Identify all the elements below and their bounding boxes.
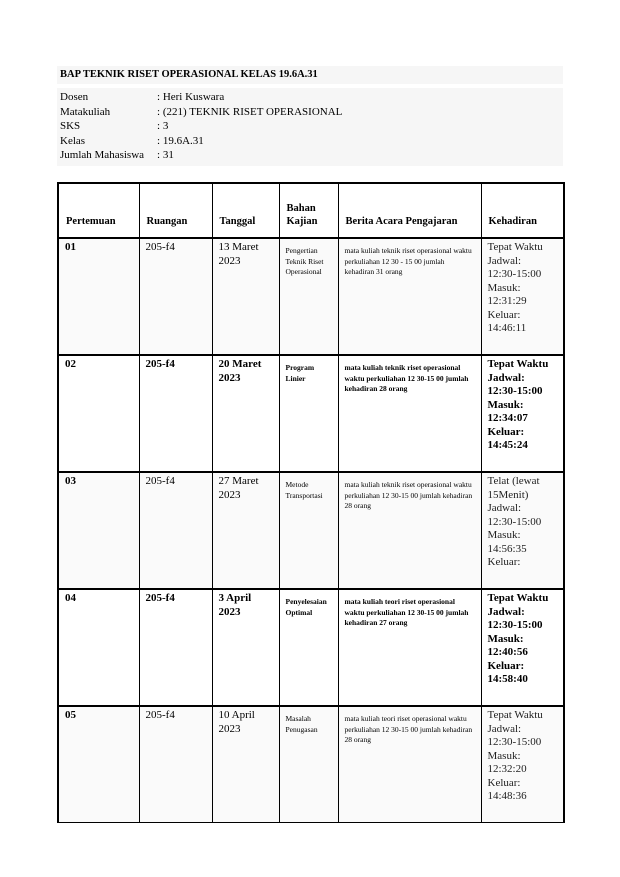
cell-pertemuan: 05 <box>58 706 139 823</box>
cell-kehadiran <box>481 238 564 355</box>
info-row-matakuliah <box>60 105 342 120</box>
jadwal-label: Jadwal: <box>487 371 525 384</box>
cell-tanggal: 20 Maret 2023 <box>212 355 279 472</box>
header-tanggal: Tanggal <box>212 183 279 238</box>
info-value: : (221) TEKNIK RISET OPERASIONAL <box>157 105 342 120</box>
masuk-label: Masuk: <box>487 632 524 645</box>
cell-ruangan: 205-f4 <box>139 238 212 355</box>
cell-pertemuan: 02 <box>58 355 139 472</box>
jadwal-label: Jadwal: <box>487 254 522 267</box>
cell-kehadiran <box>481 589 564 706</box>
cell-bahan-kajian: Penyelesaian Optimal <box>279 589 338 706</box>
cell-tanggal: 27 Maret 2023 <box>212 472 279 589</box>
cell-tanggal: 13 Maret 2023 <box>212 238 279 355</box>
course-info <box>60 90 342 163</box>
masuk-label: Masuk: <box>487 398 524 411</box>
info-label: Matakuliah <box>60 105 111 118</box>
attendance-status: Tepat Waktu <box>487 592 549 604</box>
cell-bahan-kajian: Pengertian Teknik Riset Operasional <box>279 238 338 355</box>
info-label: Kelas <box>60 134 86 147</box>
header-pertemuan: Pertemuan <box>58 183 139 238</box>
cell-ruangan: 205-f4 <box>139 355 212 472</box>
cell-ruangan: 205-f4 <box>139 706 212 823</box>
jadwal-label: Jadwal: <box>487 722 522 735</box>
cell-ruangan: 205-f4 <box>139 472 212 589</box>
jadwal-label: Jadwal: <box>487 502 522 514</box>
cell-berita-acara: mata kuliah teori riset operasional waktu perkuliahan 12 30-15 00 jumlah kehadiran 28 orang <box>338 706 481 823</box>
keluar-value: 14:48:36 <box>487 790 527 802</box>
cell-tanggal: 3 April 2023 <box>212 589 279 706</box>
keluar-label: Keluar: <box>487 308 521 321</box>
cell-ruangan: 205-f4 <box>139 589 212 706</box>
info-value: : Heri Kuswara <box>157 90 224 105</box>
jadwal-value: 12:30-15:00 <box>487 268 542 280</box>
cell-berita-acara: mata kuliah teknik riset operasional waktu perkuliahan 12 30-15 00 jumlah kehadiran 28 orang <box>338 355 481 472</box>
attendance-table <box>57 182 565 823</box>
table-header-row <box>58 183 564 238</box>
masuk-label: Masuk: <box>487 281 521 294</box>
keluar-value: 14:45:24 <box>487 439 528 451</box>
jadwal-value: 12:30-15:00 <box>487 619 543 631</box>
info-label: Dosen <box>60 91 89 103</box>
info-value: : 19.6A.31 <box>157 134 204 149</box>
keluar-value: 14:46:11 <box>487 322 527 334</box>
keluar-label: Keluar: <box>487 659 525 672</box>
header-kehadiran: Kehadiran <box>481 183 564 238</box>
cell-bahan-kajian: Masalah Penugasan <box>279 706 338 823</box>
cell-kehadiran <box>481 355 564 472</box>
info-value: : 3 <box>157 119 168 134</box>
masuk-value: 14:56:35 <box>487 542 527 555</box>
cell-pertemuan: 03 <box>58 472 139 589</box>
table-row <box>58 355 564 472</box>
cell-kehadiran <box>481 472 564 589</box>
header-bahan-kajian: Bahan Kajian <box>279 183 338 238</box>
attendance-status: Tepat Waktu <box>487 241 543 253</box>
keluar-label: Keluar: <box>487 425 525 438</box>
masuk-label: Masuk: <box>487 749 521 762</box>
attendance-status: Tepat Waktu <box>487 709 543 721</box>
table-row <box>58 589 564 706</box>
cell-bahan-kajian: Metode Transportasi <box>279 472 338 589</box>
cell-pertemuan: 04 <box>58 589 139 706</box>
cell-berita-acara: mata kuliah teknik riset operasional waktu perkuliahan 12 30 - 15 00 jumlah kehadiran 31 orang <box>338 238 481 355</box>
jadwal-value: 12:30-15:00 <box>487 385 543 397</box>
masuk-value: 12:31:29 <box>487 295 527 307</box>
info-row-kelas <box>60 134 342 149</box>
attendance-status: Telat (lewat 15Menit) <box>487 475 540 501</box>
table-row <box>58 238 564 355</box>
masuk-value: 12:32:20 <box>487 763 527 775</box>
keluar-value: 14:58:40 <box>487 673 528 685</box>
attendance-status: Tepat Waktu <box>487 358 549 370</box>
cell-tanggal: 10 April 2023 <box>212 706 279 823</box>
header-berita-acara: Berita Acara Pengajaran <box>338 183 481 238</box>
info-value: : 31 <box>157 148 174 163</box>
jadwal-value: 12:30-15:00 <box>487 515 542 528</box>
cell-berita-acara: mata kuliah teknik riset operasional waktu perkuliahan 12 30-15 00 jumlah kehadiran 28 orang <box>338 472 481 589</box>
info-row-dosen <box>60 90 342 105</box>
table-row <box>58 472 564 589</box>
cell-bahan-kajian: Program Linier <box>279 355 338 472</box>
cell-kehadiran <box>481 706 564 823</box>
header-ruangan: Ruangan <box>139 183 212 238</box>
cell-pertemuan: 01 <box>58 238 139 355</box>
jadwal-value: 12:30-15:00 <box>487 736 542 748</box>
masuk-value: 12:34:07 <box>487 412 528 424</box>
cell-berita-acara: mata kuliah teori riset operasional waktu perkuliahan 12 30-15 00 jumlah kehadiran 27 orang <box>338 589 481 706</box>
jadwal-label: Jadwal: <box>487 605 525 618</box>
document-title: BAP TEKNIK RISET OPERASIONAL KELAS 19.6A.31 <box>60 69 318 80</box>
masuk-value: 12:40:56 <box>487 646 528 658</box>
table-row <box>58 706 564 823</box>
info-row-jumlah-mahasiswa <box>60 148 342 163</box>
info-label: Jumlah Mahasiswa <box>60 149 145 162</box>
info-label: SKS <box>60 120 81 133</box>
info-row-sks <box>60 119 342 134</box>
masuk-label: Masuk: <box>487 529 521 541</box>
keluar-label: Keluar: <box>487 556 521 568</box>
keluar-label: Keluar: <box>487 776 521 789</box>
